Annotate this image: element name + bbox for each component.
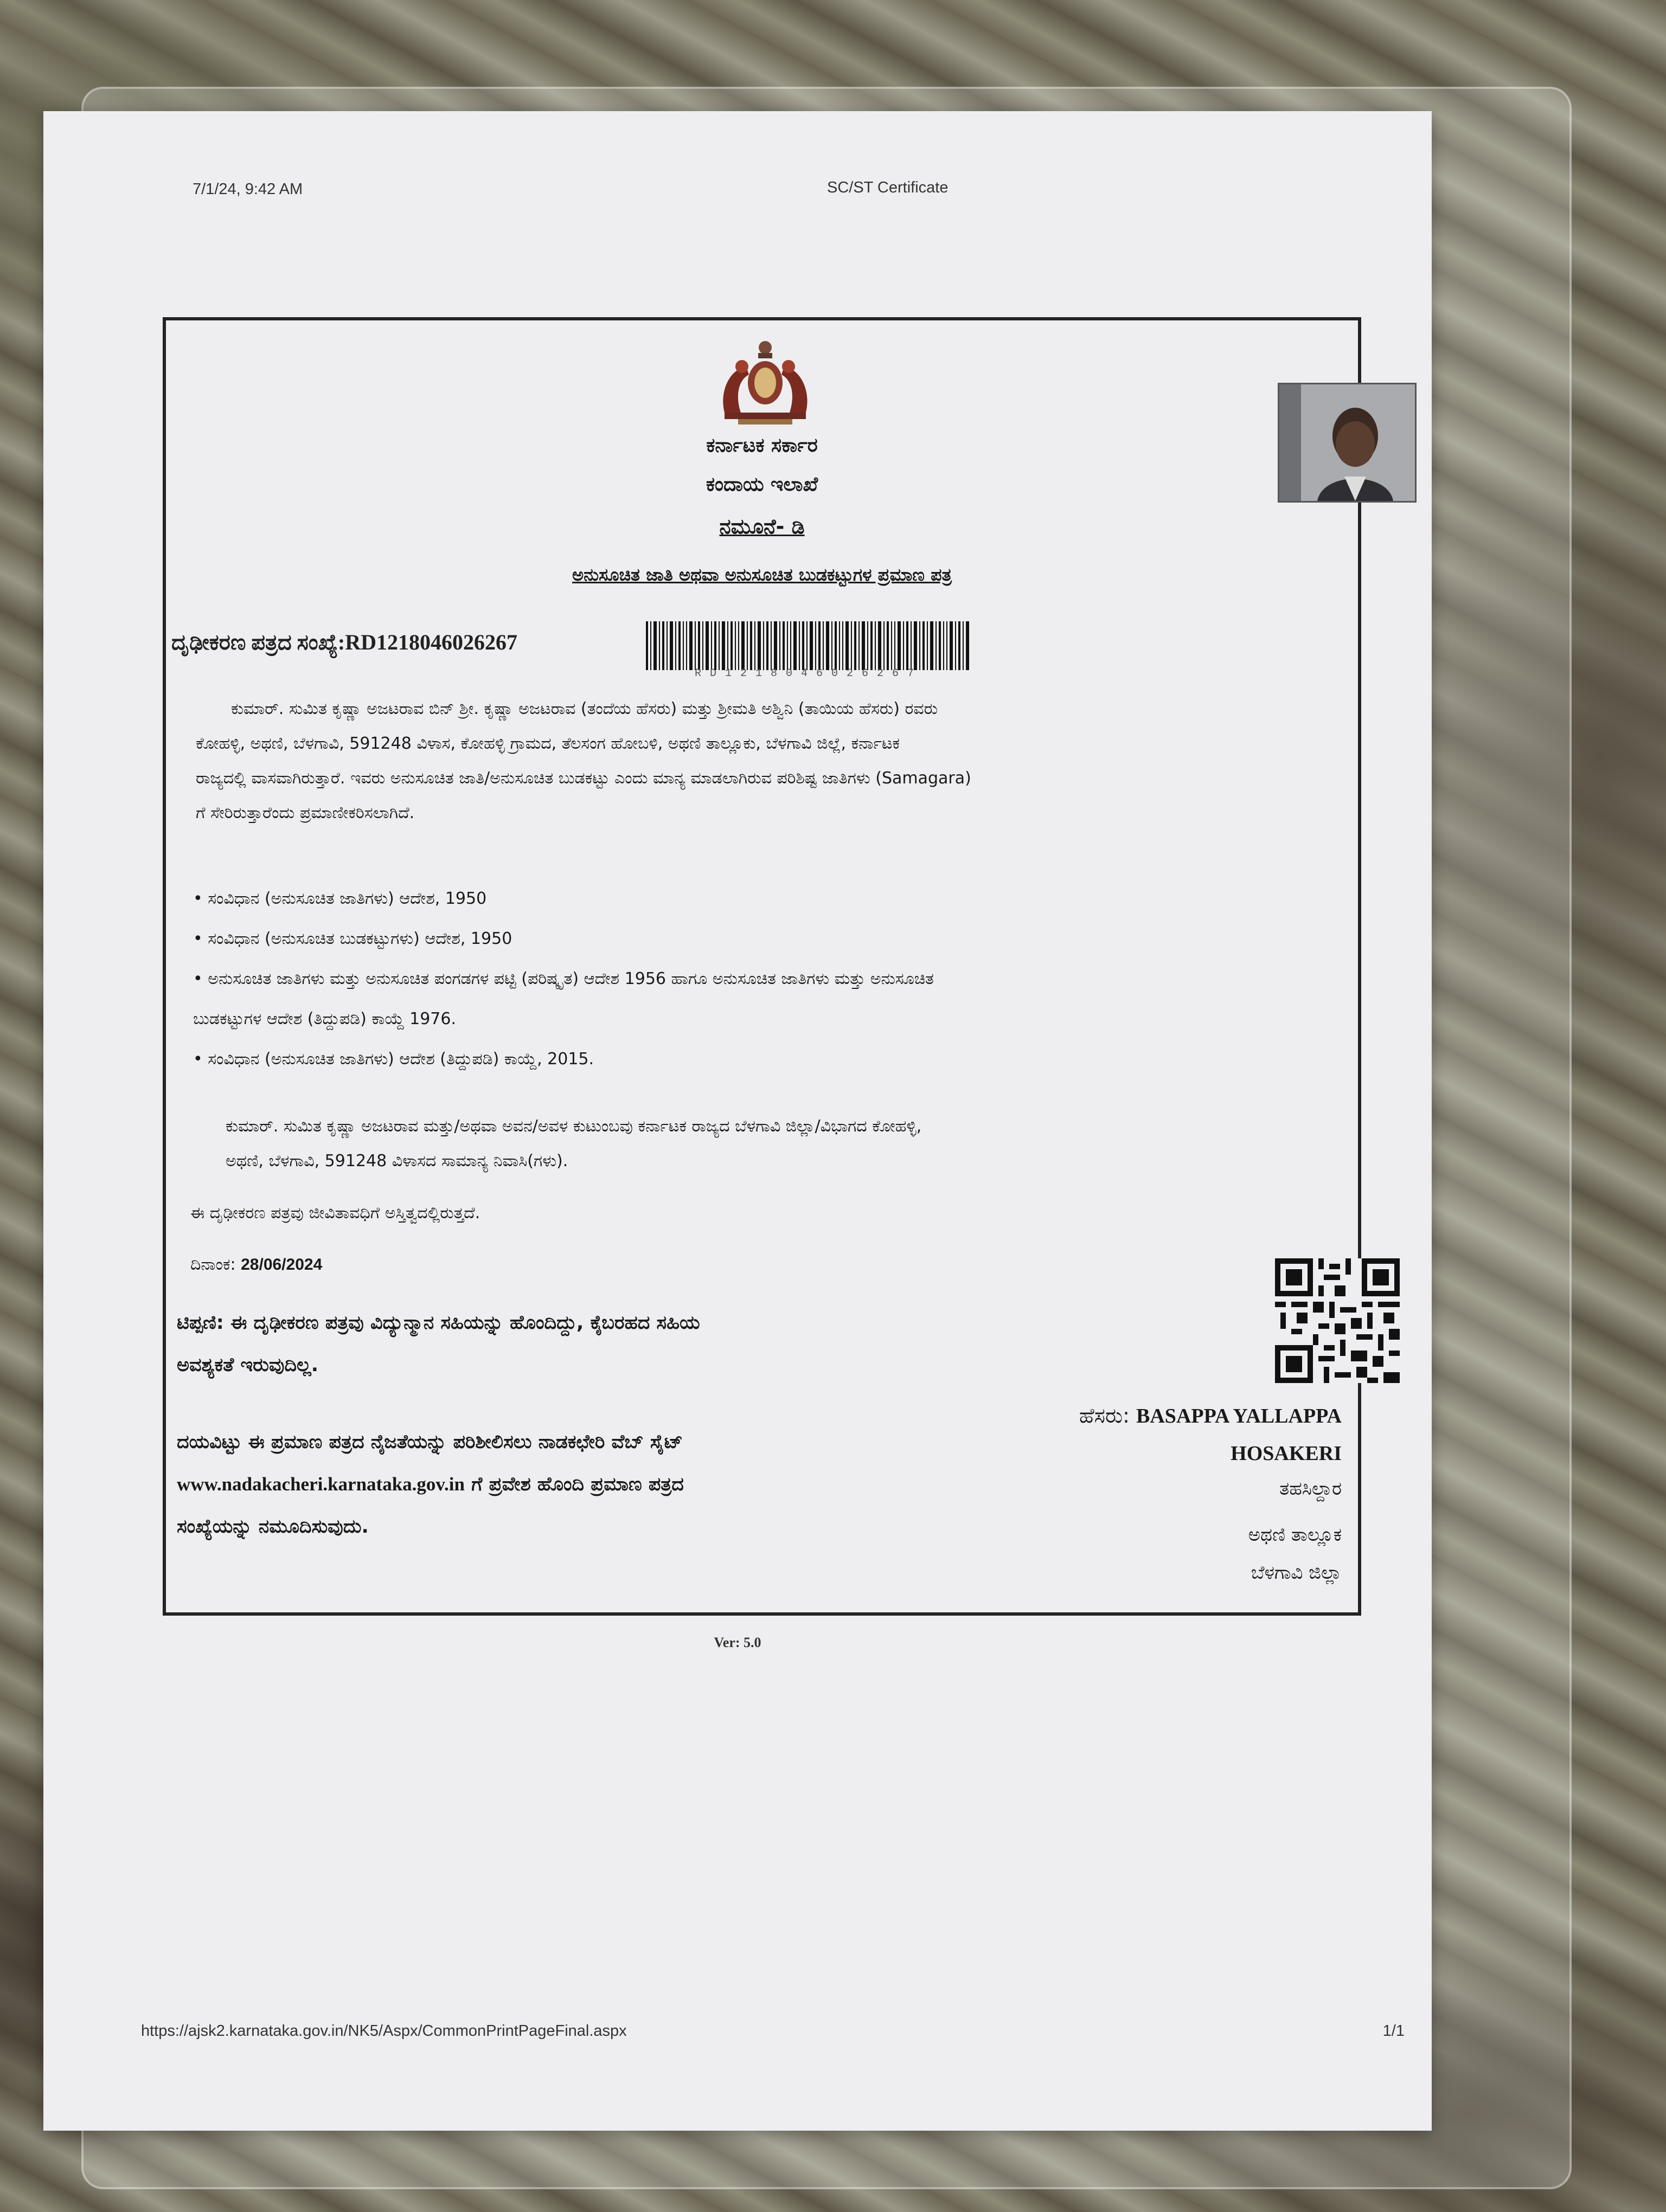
- order-list-item: • ಅನುಸೂಚಿತ ಜಾತಿಗಳು ಮತ್ತು ಅನುಸೂಚಿತ ಪಂಗಡಗಳ ಪಟ್ಟಿ (ಪರಿಷ್ಕೃತ) ಆದೇಶ 1956 ಹಾಗೂ ಅನುಸೂಚಿತ ಜಾತಿಗಳು ಮತ್ತು ಅನುಸೂಚಿತ: [193, 969, 934, 988]
- validity-statement: ಈ ದೃಢೀಕರಣ ಪತ್ರವು ಜೀವಿತಾವಧಿಗೆ ಅಸ್ತಿತ್ವದಲ್ಲಿರುತ್ತದೆ.: [190, 1204, 480, 1223]
- order-list-item: • ಸಂವಿಧಾನ (ಅನುಸೂಚಿತ ಜಾತಿಗಳು) ಆದೇಶ, 1950: [193, 889, 487, 908]
- print-url: https://ajsk2.karnataka.gov.in/NK5/Aspx/CommonPrintPageFinal.aspx: [141, 2022, 627, 2040]
- issue-date: 28/06/2024: [241, 1256, 323, 1274]
- barcode-icon: [646, 621, 971, 670]
- certificate-number: ದೃಢೀಕರಣ ಪತ್ರದ ಸಂಖ್ಯೆ:RD1218046026267: [171, 630, 517, 654]
- form-label: ನಮೂನೆ- ಡಿ: [719, 515, 805, 538]
- department-name: ಕಂದಾಯ ಇಲಾಖೆ: [706, 473, 818, 496]
- barcode-caption: RD1218046026267: [694, 667, 923, 680]
- print-page-number: 1/1: [1382, 2022, 1405, 2040]
- order-list-item: • ಸಂವಿಧಾನ (ಅನುಸೂಚಿತ ಜಾತಿಗಳು) ಆದೇಶ (ತಿದ್ದುಪಡಿ) ಕಾಯ್ದೆ, 2015.: [193, 1050, 594, 1069]
- verify-line-text: ಗೆ ಪ್ರವೇಶ ಹೊಂದಿ ಪ್ರಮಾಣ ಪತ್ರದ: [464, 1474, 684, 1495]
- certificate-paragraph-line: ಗೆ ಸೇರಿರುತ್ತಾರೆಂದು ಪ್ರಮಾಣೀಕರಿಸಲಾಗಿದೆ.: [196, 803, 415, 822]
- note-line: ಟಿಪ್ಪಣಿ: ಈ ದೃಢೀಕರಣ ಪತ್ರವು ವಿದ್ಯುನ್ಮಾನ ಸಹಿಯನ್ನು ಹೊಂದಿದ್ದು, ಕೈಬರಹದ ಸಹಿಯ: [177, 1312, 700, 1334]
- verify-line: ಸಂಖ್ಯೆಯನ್ನು ನಮೂದಿಸುವುದು.: [177, 1516, 369, 1538]
- note-line: ಅವಶ್ಯಕತೆ ಇರುವುದಿಲ್ಲ.: [177, 1354, 319, 1376]
- certificate-page: [43, 111, 1432, 2131]
- residence-paragraph-line: ಕುಮಾರ್. ಸುಮಿತ ಕೃಷ್ಣಾ ಅಜಟರಾವ ಮತ್ತು/ಅಥವಾ ಅವನ/ಅವಳ ಕುಟುಂಬವು ಕರ್ನಾಟಕ ರಾಜ್ಯದ ಬೆಳಗಾವಿ ಜಿಲ್ಲಾ/ವಿಭಾಗದ ಕೋಹಳ್ಳಿ,: [226, 1117, 922, 1136]
- karnataka-emblem-icon: [708, 337, 822, 429]
- signatory-name: [1079, 1397, 1342, 1435]
- date-label: ದಿನಾಂಕ:: [190, 1255, 236, 1274]
- signatory-name-line2: HOSAKERI: [1231, 1442, 1342, 1465]
- verify-url: www.nadakacheri.karnataka.gov.in: [177, 1474, 465, 1495]
- verify-line: ದಯವಿಟ್ಟು ಈ ಪ್ರಮಾಣ ಪತ್ರದ ನೈಜತೆಯನ್ನು ಪರಿಶೀಲಿಸಲು ನಾಡಕಛೇರಿ ವೆಬ್ ಸೈಟ್: [177, 1431, 683, 1453]
- certificate-frame: [163, 317, 1361, 1616]
- signatory-district: ಬೆಳಗಾವಿ ಜಿಲ್ಲಾ: [1251, 1562, 1342, 1584]
- print-title: SC/ST Certificate: [827, 179, 949, 196]
- version-label: Ver: 5.0: [714, 1635, 761, 1650]
- date-line: [190, 1248, 322, 1282]
- govt-name: ಕರ್ನಾಟಕ ಸರ್ಕಾರ: [706, 434, 818, 456]
- signatory-name-label: ಹೆಸರು:: [1079, 1404, 1137, 1427]
- print-timestamp: 7/1/24, 9:42 AM: [193, 181, 303, 198]
- order-list-item: ಬುಡಕಟ್ಟುಗಳ ಆದೇಶ (ತಿದ್ದುಪಡಿ) ಕಾಯ್ದೆ 1976.: [193, 1009, 456, 1028]
- applicant-photo: [1278, 383, 1417, 503]
- certificate-paragraph-line: ಕೋಹಳ್ಳಿ, ಅಥಣಿ, ಬೆಳಗಾವಿ, 591248 ವಿಳಾಸ, ಕೋಹಳ್ಳಿ ಗ್ರಾಮದ, ತೆಲಸಂಗ ಹೋಬಳಿ, ಅಥಣಿ ತಾಲ್ಲೂಕು, ಬೆಳಗಾವಿ ಜಿಲ್ಲೆ, ಕರ್ನಾಟಕ: [196, 734, 900, 753]
- signatory-name-line1: BASAPPA YALLAPPA: [1136, 1405, 1342, 1427]
- certificate-paragraph-line: ಕುಮಾರ್. ಸುಮಿತ ಕೃಷ್ಣಾ ಅಜಟರಾವ ಬಿನ್ ಶ್ರೀ. ಕೃಷ್ಣಾ ಅಜಟರಾವ (ತಂದೆಯ ಹೆಸರು) ಮತ್ತು ಶ್ರೀಮತಿ ಅಶ್ವಿನಿ (ತಾಯಿಯ ಹೆಸರು) ರವರು: [231, 699, 938, 718]
- certificate-title: ಅನುಸೂಚಿತ ಜಾತಿ ಅಥವಾ ಅನುಸೂಚಿತ ಬುಡಕಟ್ಟುಗಳ ಪ್ರಮಾಣ ಪತ್ರ: [572, 564, 952, 585]
- signatory-designation: ತಹಸಿಲ್ದಾರ: [1279, 1478, 1342, 1500]
- residence-paragraph-line: ಅಥಣಿ, ಬೆಳಗಾವಿ, 591248 ವಿಳಾಸದ ಸಾಮಾನ್ಯ ನಿವಾಸಿ(ಗಳು).: [226, 1152, 568, 1171]
- order-list-item: • ಸಂವಿಧಾನ (ಅನುಸೂಚಿತ ಬುಡಕಟ್ಟುಗಳು) ಆದೇಶ, 1950: [193, 929, 512, 948]
- certificate-paragraph-line: ರಾಜ್ಯದಲ್ಲಿ ವಾಸವಾಗಿರುತ್ತಾರೆ. ಇವರು ಅನುಸೂಚಿತ ಜಾತಿ/ಅನುಸೂಚಿತ ಬುಡಕಟ್ಟು ಎಂದು ಮಾನ್ಯ ಮಾಡಲಾಗಿರುವ ಪರಿಶಿಷ್ಟ ಜಾತಿಗಳು (Samagara): [196, 769, 971, 788]
- qr-code-icon: [1275, 1258, 1400, 1383]
- verify-line: [177, 1463, 684, 1506]
- signatory-taluk: ಅಥಣಿ ತಾಲ್ಲೂಕ: [1248, 1524, 1342, 1546]
